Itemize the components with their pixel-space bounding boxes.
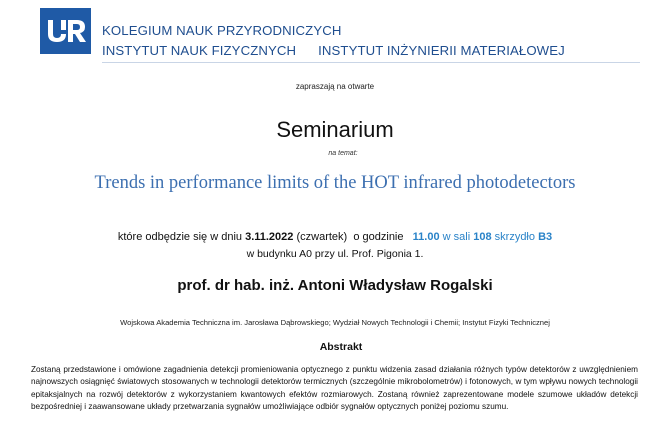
event-when: [0, 231, 670, 243]
page-title: Seminarium: [276, 117, 394, 142]
institute-physics: INSTYTUT NAUK FIZYCZNYCH: [102, 43, 297, 58]
institutes-line: [102, 43, 565, 58]
wing-prefix: skrzydło: [494, 231, 535, 243]
ur-logo: [40, 8, 91, 54]
event-wing: B3: [538, 231, 553, 243]
event-where: w budynku A0 przy ul. Prof. Pigonia 1.: [246, 248, 424, 260]
room-prefix: w sali: [442, 231, 471, 243]
on-topic-label: na temat:: [328, 150, 358, 157]
event-location-highlight: [413, 231, 552, 243]
header: [40, 8, 640, 64]
header-rule: [102, 62, 640, 63]
abstract-title: Abstrakt: [319, 341, 363, 353]
ur-logo-mark: [44, 16, 88, 46]
event-room: 108: [473, 231, 492, 243]
event-hour: 11.00: [412, 231, 440, 243]
college-name: KOLEGIUM NAUK PRZYRODNICZYCH: [102, 23, 342, 38]
hour-prefix: o godzinie: [353, 231, 404, 243]
speaker-affiliation: Wojskowa Akademia Techniczna im. Jarosława Dąbrowskiego; Wydział Nowych Technologii i Chemii; Instytut Fizyki Technicznej: [120, 318, 550, 327]
abstract-text: Zostaną przedstawione i omówione zagadnienia detekcji promieniowania optycznego z punktu widzenia zasad działania różnych typów detektorów z uwzględnieniem najnowszych osiągnięć światowych stosowanych w technologii detektorów termicznych (szczególnie mikrobolometrów) i fotonowych, w tym wpływu nowych technologii epitaksjalnych na rozwój detektorów z wykorzystaniem kwantowych efektów rozmiarowych. Zostaną również zaprezentowane modele szumowe układów detekcji bezpośredniej i zaawansowane układy przetwarzania sygnałów umożliwiające odbiór sygnałów optycznych poniżej poziomu szumu.: [31, 365, 638, 411]
when-prefix: które odbędzie się w dniu: [117, 231, 243, 243]
talk-title: Trends in performance limits of the HOT infrared photodetectors: [94, 173, 576, 193]
invite-text: zapraszają na otwarte: [295, 82, 375, 91]
institute-materials: INSTYTUT INŻYNIERII MATERIAŁOWEJ: [318, 43, 565, 58]
event-date: 3.11.2022: [245, 231, 294, 243]
event-day: (czwartek): [296, 231, 348, 243]
speaker-name: prof. dr hab. inż. Antoni Władysław Rogalski: [177, 277, 493, 294]
